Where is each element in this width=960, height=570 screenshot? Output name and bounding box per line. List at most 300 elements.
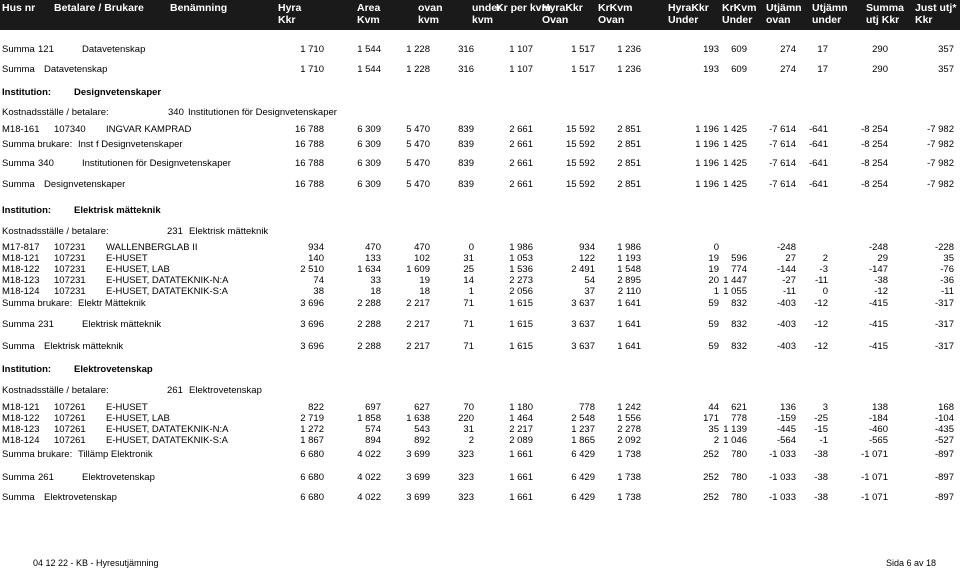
summary-row bbox=[0, 472, 960, 484]
row-value-1: 16 788 bbox=[294, 158, 324, 169]
row-value-12: -565 bbox=[868, 435, 888, 446]
row-label: M18-122 bbox=[2, 413, 40, 424]
row-value-2: 1 858 bbox=[357, 413, 381, 424]
row-value-12: 138 bbox=[872, 402, 888, 413]
row-code: 107261 bbox=[54, 435, 86, 446]
row-value-7: 1 236 bbox=[617, 44, 641, 55]
row-value-9: 609 bbox=[731, 44, 747, 55]
row-value-13: -76 bbox=[940, 264, 954, 275]
row-value-1: 6 680 bbox=[300, 472, 324, 483]
row-value-13: -435 bbox=[934, 424, 954, 435]
row-value-10: 27 bbox=[785, 253, 796, 264]
row-value-6: 2 491 bbox=[571, 264, 595, 275]
institution-name: Elektrovetenskap bbox=[74, 364, 153, 375]
row-value-12: -8 254 bbox=[861, 124, 888, 135]
row-value-5: 2 273 bbox=[509, 275, 533, 286]
row-value-13: -11 bbox=[940, 286, 954, 297]
row-value-6: 934 bbox=[579, 242, 595, 253]
row-value-6: 6 429 bbox=[571, 492, 595, 503]
row-value-12: -38 bbox=[874, 275, 888, 286]
row-value-1: 2 719 bbox=[300, 413, 324, 424]
row-code: 107231 bbox=[54, 264, 86, 275]
row-value-9: 596 bbox=[731, 253, 747, 264]
column-header-1-2: Betalare / Brukare bbox=[54, 2, 144, 14]
row-value-10: -248 bbox=[776, 242, 796, 253]
row-value-7: 1 556 bbox=[617, 413, 641, 424]
row-name: E-HUSET, LAB bbox=[106, 264, 170, 275]
row-label: Summa bbox=[2, 44, 35, 55]
row-value-11: -12 bbox=[814, 319, 828, 330]
row-value-3: 627 bbox=[414, 402, 430, 413]
row-value-10: -1 033 bbox=[769, 449, 796, 460]
row-code: 261 bbox=[38, 472, 54, 483]
column-header-1-10: KrKvm bbox=[598, 2, 633, 14]
row-label: Summa bbox=[2, 341, 35, 352]
row-value-10: -7 614 bbox=[769, 179, 796, 190]
row-value-2: 1 634 bbox=[357, 264, 381, 275]
cost-center-row bbox=[0, 107, 960, 119]
row-value-6: 778 bbox=[579, 402, 595, 413]
row-value-7: 1 548 bbox=[617, 264, 641, 275]
institution-name: Elektrisk mätteknik bbox=[74, 205, 161, 216]
row-value-12: -415 bbox=[868, 341, 888, 352]
row-value-8: 35 bbox=[708, 424, 719, 435]
row-value-4: 31 bbox=[463, 253, 474, 264]
row-value-8: 19 bbox=[708, 253, 719, 264]
row-label: Summa bbox=[2, 319, 35, 330]
row-value-7: 2 851 bbox=[617, 158, 641, 169]
row-value-10: -403 bbox=[776, 298, 796, 309]
row-value-3: 5 470 bbox=[406, 158, 430, 169]
row-value-3: 19 bbox=[419, 275, 430, 286]
column-header-2-9: Ovan bbox=[542, 14, 569, 26]
row-code: 107231 bbox=[54, 286, 86, 297]
row-value-3: 18 bbox=[419, 286, 430, 297]
row-value-1: 16 788 bbox=[294, 124, 324, 135]
row-value-13: -228 bbox=[934, 242, 954, 253]
row-value-4: 31 bbox=[463, 424, 474, 435]
table-row bbox=[0, 286, 960, 298]
row-value-9: 778 bbox=[731, 413, 747, 424]
row-name: E-HUSET, DATATEKNIK-N:A bbox=[106, 424, 229, 435]
institution-label: Institution: bbox=[2, 87, 52, 98]
row-value-11: 0 bbox=[822, 286, 828, 297]
row-value-1: 140 bbox=[308, 253, 324, 264]
row-value-6: 3 637 bbox=[571, 341, 595, 352]
row-label: M18-121 bbox=[2, 253, 40, 264]
row-value-9: 1 425 bbox=[723, 158, 747, 169]
row-value-5: 1 053 bbox=[509, 253, 533, 264]
row-value-12: -147 bbox=[868, 264, 888, 275]
row-value-13: -317 bbox=[934, 298, 954, 309]
row-value-9: 1 425 bbox=[723, 179, 747, 190]
row-value-6: 122 bbox=[579, 253, 595, 264]
row-value-7: 2 110 bbox=[617, 286, 641, 297]
row-label: M18-124 bbox=[2, 286, 40, 297]
row-value-12: -1 071 bbox=[861, 492, 888, 503]
row-value-7: 2 278 bbox=[617, 424, 641, 435]
row-value-13: -897 bbox=[934, 449, 954, 460]
row-value-8: 1 bbox=[713, 286, 719, 297]
row-value-6: 3 637 bbox=[571, 319, 595, 330]
row-value-13: -7 982 bbox=[927, 179, 954, 190]
row-value-4: 1 bbox=[468, 286, 474, 297]
row-value-13: -317 bbox=[934, 319, 954, 330]
row-value-2: 2 288 bbox=[357, 298, 381, 309]
row-value-5: 1 107 bbox=[509, 44, 533, 55]
cost-center-label: Kostnadsställe / betalare: bbox=[2, 385, 109, 396]
row-value-5: 1 180 bbox=[509, 402, 533, 413]
row-value-4: 71 bbox=[463, 319, 474, 330]
row-value-1: 16 788 bbox=[294, 139, 324, 150]
row-value-3: 3 699 bbox=[406, 449, 430, 460]
row-code: Inst f Designvetenskaper bbox=[78, 139, 183, 150]
row-value-11: 17 bbox=[817, 44, 828, 55]
row-value-9: 1 447 bbox=[723, 275, 747, 286]
cost-center-label: Kostnadsställe / betalare: bbox=[2, 107, 109, 118]
row-value-2: 4 022 bbox=[357, 492, 381, 503]
row-value-11: -3 bbox=[819, 264, 828, 275]
row-value-8: 193 bbox=[703, 64, 719, 75]
row-name: E-HUSET, LAB bbox=[106, 413, 170, 424]
row-value-4: 25 bbox=[463, 264, 474, 275]
row-name: E-HUSET bbox=[106, 402, 148, 413]
row-value-11: -38 bbox=[814, 449, 828, 460]
row-value-11: -12 bbox=[814, 298, 828, 309]
row-value-6: 6 429 bbox=[571, 472, 595, 483]
row-value-2: 697 bbox=[365, 402, 381, 413]
column-header-1-15: Summa bbox=[866, 2, 904, 14]
row-value-4: 323 bbox=[458, 492, 474, 503]
row-value-3: 3 699 bbox=[406, 472, 430, 483]
row-value-2: 33 bbox=[370, 275, 381, 286]
row-value-6: 15 592 bbox=[565, 158, 595, 169]
row-value-10: -564 bbox=[776, 435, 796, 446]
row-code: 107261 bbox=[54, 413, 86, 424]
row-code: 107231 bbox=[54, 253, 86, 264]
row-value-3: 1 609 bbox=[406, 264, 430, 275]
institution-label: Institution: bbox=[2, 205, 52, 216]
row-value-3: 2 217 bbox=[406, 341, 430, 352]
institution-label: Institution: bbox=[2, 364, 52, 375]
row-value-11: -1 bbox=[819, 435, 828, 446]
cost-center-label: Kostnadsställe / betalare: bbox=[2, 226, 109, 237]
row-value-12: -248 bbox=[868, 242, 888, 253]
row-value-10: -403 bbox=[776, 319, 796, 330]
row-value-12: -460 bbox=[868, 424, 888, 435]
row-value-1: 6 680 bbox=[300, 449, 324, 460]
row-value-10: -11 bbox=[782, 286, 796, 297]
row-value-13: -104 bbox=[934, 413, 954, 424]
row-value-3: 3 699 bbox=[406, 492, 430, 503]
row-value-6: 2 548 bbox=[571, 413, 595, 424]
row-value-8: 2 bbox=[713, 435, 719, 446]
row-value-5: 1 464 bbox=[509, 413, 533, 424]
row-value-11: -641 bbox=[808, 158, 828, 169]
row-value-6: 15 592 bbox=[565, 124, 595, 135]
row-value-3: 2 217 bbox=[406, 298, 430, 309]
row-value-13: -36 bbox=[940, 275, 954, 286]
row-label: Summa brukare: bbox=[2, 449, 73, 460]
summary-row bbox=[0, 139, 960, 151]
row-value-7: 1 641 bbox=[617, 298, 641, 309]
table-row bbox=[0, 435, 960, 447]
row-value-2: 894 bbox=[365, 435, 381, 446]
row-value-8: 1 196 bbox=[695, 139, 719, 150]
row-value-6: 1 865 bbox=[571, 435, 595, 446]
row-value-12: -8 254 bbox=[861, 179, 888, 190]
row-value-8: 20 bbox=[708, 275, 719, 286]
row-value-9: 780 bbox=[731, 492, 747, 503]
row-label: M18-161 bbox=[2, 124, 40, 135]
row-name: WALLENBERGLAB II bbox=[106, 242, 198, 253]
row-value-8: 44 bbox=[708, 402, 719, 413]
row-code: Designvetenskaper bbox=[44, 179, 126, 190]
row-value-5: 2 089 bbox=[509, 435, 533, 446]
row-value-9: 780 bbox=[731, 449, 747, 460]
row-value-3: 1 638 bbox=[406, 413, 430, 424]
column-header-1-5: Area bbox=[357, 2, 381, 14]
column-header-2-13: ovan bbox=[766, 14, 791, 26]
cost-center-name: Elektrisk mätteknik bbox=[189, 226, 269, 237]
row-label: M18-123 bbox=[2, 275, 40, 286]
row-value-4: 71 bbox=[463, 298, 474, 309]
column-header-1-12: KrKvm bbox=[722, 2, 757, 14]
row-value-5: 1 661 bbox=[509, 472, 533, 483]
row-value-4: 14 bbox=[463, 275, 474, 286]
row-value-11: -38 bbox=[814, 472, 828, 483]
row-value-12: -8 254 bbox=[861, 139, 888, 150]
row-code: 107340 bbox=[54, 124, 86, 135]
row-code: 107261 bbox=[54, 402, 86, 413]
summary-row bbox=[0, 341, 960, 353]
row-code: 107231 bbox=[54, 275, 86, 286]
row-value-4: 220 bbox=[458, 413, 474, 424]
row-value-3: 470 bbox=[414, 242, 430, 253]
row-value-8: 252 bbox=[703, 472, 719, 483]
column-header-1-16: Just utj* bbox=[915, 2, 957, 14]
row-code: 231 bbox=[38, 319, 54, 330]
row-value-12: -184 bbox=[868, 413, 888, 424]
row-value-8: 171 bbox=[703, 413, 719, 424]
row-value-2: 1 544 bbox=[357, 64, 381, 75]
row-value-5: 1 615 bbox=[509, 341, 533, 352]
row-value-12: 290 bbox=[872, 44, 888, 55]
row-value-2: 6 309 bbox=[357, 124, 381, 135]
summary-row bbox=[0, 64, 960, 76]
row-name: Elektrisk mätteknik bbox=[82, 319, 162, 330]
row-value-12: -1 071 bbox=[861, 449, 888, 460]
row-code: Elektrovetenskap bbox=[44, 492, 117, 503]
row-value-3: 892 bbox=[414, 435, 430, 446]
cost-center-code: 231 bbox=[167, 226, 183, 237]
row-value-4: 316 bbox=[458, 64, 474, 75]
row-value-5: 1 615 bbox=[509, 298, 533, 309]
summary-row bbox=[0, 492, 960, 504]
row-value-12: 29 bbox=[877, 253, 888, 264]
row-value-11: 3 bbox=[822, 402, 828, 413]
row-name: Datavetenskap bbox=[82, 44, 146, 55]
row-value-7: 1 236 bbox=[617, 64, 641, 75]
row-value-3: 5 470 bbox=[406, 139, 430, 150]
row-value-9: 1 055 bbox=[723, 286, 747, 297]
row-value-9: 621 bbox=[731, 402, 747, 413]
row-value-9: 774 bbox=[731, 264, 747, 275]
row-value-4: 2 bbox=[468, 435, 474, 446]
row-value-3: 1 228 bbox=[406, 64, 430, 75]
row-label: M18-121 bbox=[2, 402, 40, 413]
row-value-2: 18 bbox=[370, 286, 381, 297]
row-value-2: 133 bbox=[365, 253, 381, 264]
row-value-4: 839 bbox=[458, 124, 474, 135]
row-value-10: -403 bbox=[776, 341, 796, 352]
row-value-12: -12 bbox=[874, 286, 888, 297]
row-value-1: 1 710 bbox=[300, 64, 324, 75]
row-value-3: 2 217 bbox=[406, 319, 430, 330]
column-header-2-11: Under bbox=[668, 14, 699, 26]
row-value-6: 15 592 bbox=[565, 179, 595, 190]
row-value-9: 832 bbox=[731, 298, 747, 309]
row-value-8: 193 bbox=[703, 44, 719, 55]
row-value-3: 102 bbox=[414, 253, 430, 264]
row-value-11: 2 bbox=[822, 253, 828, 264]
row-value-11: -641 bbox=[808, 124, 828, 135]
column-header-1-13: Utjämn bbox=[766, 2, 802, 14]
row-value-12: 290 bbox=[872, 64, 888, 75]
institution-row bbox=[0, 87, 960, 99]
row-value-2: 6 309 bbox=[357, 158, 381, 169]
row-value-5: 2 056 bbox=[509, 286, 533, 297]
row-value-10: -445 bbox=[776, 424, 796, 435]
row-value-1: 1 272 bbox=[300, 424, 324, 435]
row-value-11: -641 bbox=[808, 179, 828, 190]
row-value-5: 2 661 bbox=[509, 179, 533, 190]
row-value-4: 323 bbox=[458, 472, 474, 483]
row-value-1: 16 788 bbox=[294, 179, 324, 190]
column-header-2-12: Under bbox=[722, 14, 753, 26]
row-value-5: 1 536 bbox=[509, 264, 533, 275]
row-value-7: 1 242 bbox=[617, 402, 641, 413]
row-value-5: 1 615 bbox=[509, 319, 533, 330]
column-header-2-5: Kvm bbox=[357, 14, 380, 26]
row-value-4: 70 bbox=[463, 402, 474, 413]
row-value-1: 934 bbox=[308, 242, 324, 253]
column-header-1-9: HyraKkr bbox=[542, 2, 583, 14]
column-header-2-15: utj Kkr bbox=[866, 14, 900, 26]
row-value-1: 1 867 bbox=[300, 435, 324, 446]
row-value-7: 2 851 bbox=[617, 139, 641, 150]
row-value-2: 6 309 bbox=[357, 179, 381, 190]
row-value-5: 2 661 bbox=[509, 139, 533, 150]
column-header-2-7: kvm bbox=[472, 14, 494, 26]
row-value-10: -7 614 bbox=[769, 124, 796, 135]
cost-center-row bbox=[0, 226, 960, 238]
row-value-11: -15 bbox=[814, 424, 828, 435]
row-value-7: 1 738 bbox=[617, 492, 641, 503]
summary-row bbox=[0, 158, 960, 170]
row-label: Summa brukare: bbox=[2, 298, 73, 309]
row-value-10: -27 bbox=[782, 275, 796, 286]
column-header-2-10: Ovan bbox=[598, 14, 625, 26]
column-header-1-11: HyraKkr bbox=[668, 2, 709, 14]
row-value-12: -415 bbox=[868, 319, 888, 330]
row-value-10: 136 bbox=[780, 402, 796, 413]
row-value-11: -12 bbox=[814, 341, 828, 352]
row-name: Institutionen för Designvetenskaper bbox=[82, 158, 231, 169]
row-value-13: -317 bbox=[934, 341, 954, 352]
column-header-1-1: Hus nr bbox=[2, 2, 36, 14]
row-value-6: 1 517 bbox=[571, 64, 595, 75]
row-name: Elektrovetenskap bbox=[82, 472, 155, 483]
cost-center-row bbox=[0, 385, 960, 397]
row-value-1: 2 510 bbox=[300, 264, 324, 275]
row-value-8: 252 bbox=[703, 449, 719, 460]
row-value-1: 822 bbox=[308, 402, 324, 413]
column-header-1-6: ovan bbox=[418, 2, 443, 14]
cost-center-code: 340 bbox=[168, 107, 184, 118]
row-value-3: 543 bbox=[414, 424, 430, 435]
row-name: E-HUSET bbox=[106, 253, 148, 264]
summary-row bbox=[0, 449, 960, 461]
row-value-12: -8 254 bbox=[861, 158, 888, 169]
row-label: Summa bbox=[2, 158, 35, 169]
row-value-9: 1 139 bbox=[723, 424, 747, 435]
summary-row bbox=[0, 319, 960, 331]
row-code: 107261 bbox=[54, 424, 86, 435]
table-header bbox=[0, 0, 960, 30]
row-name: E-HUSET, DATATEKNIK-N:A bbox=[106, 275, 229, 286]
row-value-3: 5 470 bbox=[406, 124, 430, 135]
row-value-8: 59 bbox=[708, 341, 719, 352]
row-value-7: 1 641 bbox=[617, 341, 641, 352]
column-header-1-4: Hyra bbox=[278, 2, 302, 14]
column-header-1-8: Kr per kvm bbox=[496, 2, 551, 14]
row-value-5: 2 661 bbox=[509, 124, 533, 135]
row-value-8: 1 196 bbox=[695, 158, 719, 169]
row-value-8: 1 196 bbox=[695, 124, 719, 135]
row-value-13: -7 982 bbox=[927, 124, 954, 135]
row-value-9: 609 bbox=[731, 64, 747, 75]
row-value-9: 832 bbox=[731, 319, 747, 330]
row-value-2: 470 bbox=[365, 242, 381, 253]
column-header-1-14: Utjämn bbox=[812, 2, 848, 14]
row-value-2: 1 544 bbox=[357, 44, 381, 55]
row-value-9: 1 046 bbox=[723, 435, 747, 446]
row-value-13: -7 982 bbox=[927, 158, 954, 169]
row-value-4: 316 bbox=[458, 44, 474, 55]
row-value-8: 0 bbox=[713, 242, 719, 253]
column-header-2-4: Kkr bbox=[278, 14, 296, 26]
row-value-13: -897 bbox=[934, 492, 954, 503]
row-value-10: -7 614 bbox=[769, 139, 796, 150]
row-label: M18-122 bbox=[2, 264, 40, 275]
row-value-11: 17 bbox=[817, 64, 828, 75]
row-value-9: 1 425 bbox=[723, 124, 747, 135]
row-value-6: 3 637 bbox=[571, 298, 595, 309]
row-label: Summa bbox=[2, 492, 35, 503]
row-value-10: -7 614 bbox=[769, 158, 796, 169]
row-value-2: 4 022 bbox=[357, 472, 381, 483]
row-value-4: 839 bbox=[458, 179, 474, 190]
row-value-9: 780 bbox=[731, 472, 747, 483]
row-value-10: -1 033 bbox=[769, 472, 796, 483]
row-value-1: 6 680 bbox=[300, 492, 324, 503]
row-value-1: 3 696 bbox=[300, 319, 324, 330]
row-value-3: 1 228 bbox=[406, 44, 430, 55]
row-name: E-HUSET, DATATEKNIK-S:A bbox=[106, 435, 228, 446]
row-code: Elektr Mätteknik bbox=[78, 298, 146, 309]
row-label: Summa bbox=[2, 64, 35, 75]
